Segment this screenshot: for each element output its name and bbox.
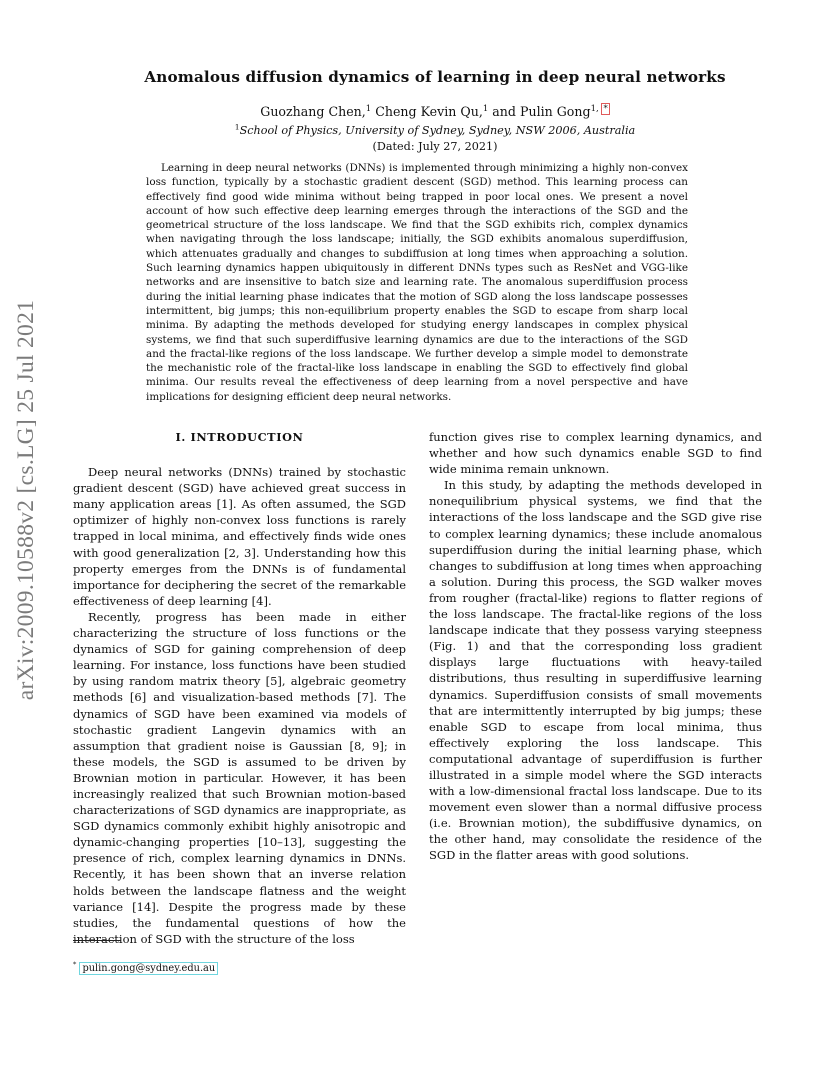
author-list bbox=[90, 104, 780, 119]
footnote-marker: * bbox=[73, 960, 77, 969]
affiliation-marker: 1 bbox=[234, 122, 240, 132]
author-chen-affil: 1 bbox=[365, 103, 372, 114]
abstract: Learning in deep neural networks (DNNs) is implemented through minimizing a highly non-convex loss function, typically by a stochastic gradient descent (SGD) method. This learning process can effectively find good wide minima without being trapped in poor local ones. We present a novel account of how such effective deep learning emerges through the interactions of the SGD and the geometrical structure of the loss landscape. We find that the SGD exhibits rich, complex dynamics when navigating through the loss landscape; initially, the SGD exhibits anomalous superdiffusion, which attenuates gradually and changes to subdiffusion at long times when approaching a solution. Such learning dynamics happen ubiquitously in different DNNs types such as ResNet and VGG-like networks and are insensitive to batch size and learning rate. The anomalous superdiffusion process during the initial learning phase indicates that the motion of SGD along the loss landscape possesses intermittent, big jumps; this non-equilibrium property enables the SGD to escape from sharp local minima. By adapting the methods developed for studying energy landscapes in complex physical systems, we find that such superdiffusive learning dynamics are due to the interactions of the SGD and the fractal-like regions of the loss landscape. We further develop a simple model to demonstrate the mechanistic role of the fractal-like loss landscape in enabling the SGD to effectively find global minima. Our results reveal the effectiveness of deep learning from a novel perspective and have implications for designing efficient deep neural networks. bbox=[146, 162, 688, 403]
author-qu: Cheng Kevin Qu, bbox=[371, 104, 483, 119]
dated-line: (Dated: July 27, 2021) bbox=[372, 140, 498, 153]
footnote-divider bbox=[73, 940, 121, 941]
intro-paragraph-2: Recently, progress has been made in either characterizing the structure of loss functions or the dynamics of SGD for gaining comprehension of deep learning. For instance, loss functions have been studied by using random matrix theory [5], algebraic geometry methods [6] and visualization-based methods [7]. The dynamics of SGD have been examined via models of stochastic gradient Langevin dynamics with an assumption that gradient noise is Gaussian [8, 9]; in these models, the SGD is assumed to be driven by Brownian motion in particular. However, it has been increasingly realized that such Brownian motion-based characterizations of SGD dynamics are inappropriate, as SGD dynamics commonly exhibit highly anisotropic and dynamic-changing properties [10–13], suggesting the presence of rich, complex learning dynamics in DNNs. Recently, it has been shown that an inverse relation holds between the landscape flatness and the weight variance [14]. Despite the progress made by these studies, the fundamental questions of how the interaction of SGD with the structure of the loss bbox=[73, 609, 406, 946]
right-column bbox=[429, 429, 762, 864]
intro-paragraph-1: Deep neural networks (DNNs) trained by stochastic gradient descent (SGD) have achieved great success in many application areas [1]. As often assumed, the SGD optimizer of highly non-convex loss functions is rarely trapped in local minima, and effectively finds wide ones with good generalization [2, 3]. Understanding how this property emerges from the DNNs is of fundamental importance for deciphering the secret of the remarkable effectiveness of deep learning [4]. bbox=[73, 465, 406, 608]
author-gong-affil: 1, * bbox=[590, 103, 608, 114]
corresponding-author-link[interactable]: * bbox=[603, 103, 608, 114]
email-link[interactable]: pulin.gong@sydney.edu.au bbox=[79, 962, 218, 975]
author-qu-affil: 1 bbox=[482, 103, 489, 114]
intro-paragraph-3: In this study, by adapting the methods developed in nonequilibrium physical systems, we find that the interactions of the loss landscape and the SGD give rise to complex learning dynamics; these include anomalous superdiffusion during the initial learning phase, which changes to subdiffusion at long times when approaching a solution. During this process, the SGD walker moves from rougher (fractal-like) regions to flatter regions of the loss landscape. The fractal-like regions of the loss landscape indicate that they possess varying steepness (Fig. 1) and that the corresponding loss gradient displays large fluctuations with heavy-tailed distributions, thus resulting in superdiffusive learning dynamics. Superdiffusion consists of small movements that are intermittently interrupted by big jumps; these enable SGD to escape from local minima, thus effectively exploring the loss landscape. This computational advantage of superdiffusion is further illustrated in a simple model where the SGD interacts with a low-dimensional fractal loss landscape. Due to its movement even slower than a normal diffusive process (i.e. Brownian motion), the subdiffusive dynamics, on the other hand, may consolidate the residence of the SGD in the flatter areas with good solutions. bbox=[429, 478, 762, 863]
section-heading-introduction: I. INTRODUCTION bbox=[175, 430, 304, 444]
affiliation bbox=[90, 124, 780, 137]
footnote bbox=[73, 960, 218, 974]
affiliation-text: School of Physics, University of Sydney, Sydney, NSW 2006, Australia bbox=[239, 124, 636, 137]
author-gong: and Pulin Gong bbox=[492, 104, 591, 119]
arxiv-stamp: arXiv:2009.10588v2 [cs.LG] 25 Jul 2021 bbox=[13, 299, 39, 701]
paper-title: Anomalous diffusion dynamics of learning in deep neural networks bbox=[144, 68, 726, 86]
left-column bbox=[73, 429, 406, 947]
author-chen: Guozhang Chen, bbox=[260, 104, 366, 119]
intro-paragraph-continued: function gives rise to complex learning dynamics, and whether and how such dynamics enable SGD to find wide minima remain unknown. bbox=[429, 430, 762, 477]
